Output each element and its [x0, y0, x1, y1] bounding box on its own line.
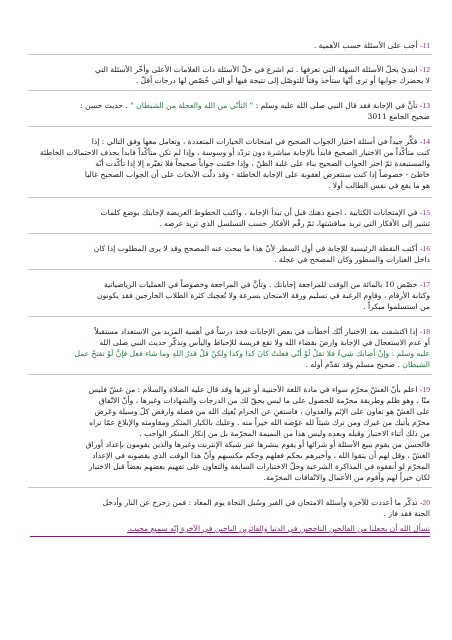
item-14-text-1: فكِّر جيداً في أسئلة اختيار الجواب الصحيح في امتحانات الخيارات المتعددة ، وتعامل معها وفق التالي : إذا — [91, 137, 418, 146]
item-13-line-2: صحيح الجامع 3011 — [367, 112, 430, 121]
item-19-line-2: منّا ، وهو ظلم وطريقة محرّمة للحصول على ما ليس يحقّ لك من الدرجات والشهادات وغيرها ، وأنّ الاتّفاق — [98, 396, 430, 405]
item-14-line-4: خاطئ - خصوصاً إذا كنت ستتعرض لعقوبة على الإجابة الخاطئة - وقد دلّت الأبحاث على أن الجواب الصحيح غالبا — [84, 170, 430, 179]
item-15-line-2: تشير إلى الأفكار التي تريد مناقشتها، ثمّ رقّم الأفكار حسب التسلسل الذي تريد عرضه . — [159, 219, 430, 228]
item-17-line-3: من استسلموا مبكراً . — [363, 302, 430, 311]
item-13-number: 13- — [419, 101, 430, 110]
item-12-text-1: ابتدئ بحلّ الأسئلة السهلة التي تعرفها . ثم اشرع في حلّ الأسئلة ذات العلامات الأعلى وأخّر الأسئلة التي — [94, 65, 418, 74]
closing-text: نسأل الله أن يجعلنا من الفالحين الناجحين في الدنيا والفائزين الناجين في الآخرة إنّه سميع مجيب. — [127, 524, 430, 533]
item-16-line-2: داخل العبارات والسطور وكان المصحح في عجلة . — [274, 255, 430, 264]
item-17 — [30, 279, 430, 312]
item-15-line-1 — [30, 207, 430, 218]
separator — [28, 197, 432, 198]
item-19-line-6: فالحسن من يقوم ببيع الأسئلة أو شرائها أو يقوم بنشرها عبر شبكة الإنترنت وغيرها والذين يقومون بإعداد أوراق — [85, 440, 430, 449]
item-11-line — [30, 40, 430, 51]
item-19-line-7: الغشّ ، وقل لهم أن يتقوا الله ، وأخبرهم بحكم فعلهم وحكم مكسبهم وأنّ هذا الوقت الذي يقضونه في الإعداد — [92, 451, 430, 460]
separator — [28, 233, 432, 234]
item-14-line-5: هو ما يقع في نفس الطالب أولا . — [327, 181, 430, 190]
item-19-number: 19- — [419, 385, 430, 394]
item-19-line-3: على الغشّ هو تعاون على الإثم والعدوان ، فاستغنِ عن الحرام يُغنِك الله من فضله وارفض كلّ وسيلة وعَرض — [94, 407, 430, 416]
separator — [28, 269, 432, 270]
item-18-line-1 — [30, 326, 430, 337]
item-17-line-2: وكتابة الأرقام ، وقاوم الرغبة في تسليم ورقة الامتحان بسرعة ولا تُعجبك كثرة الطلاب الخارجين فقد يكونون — [97, 291, 430, 300]
item-14 — [30, 136, 430, 191]
item-18-line-3 — [30, 348, 430, 359]
item-19-line-4: محرّم يأتيك من غيرك ومن ترك شيئاً لله عوّضه الله خيراً منه . وعليك بالكبار المنكر ومقاومته والإبلاغ عمّا تراه — [89, 418, 430, 427]
separator — [28, 126, 432, 127]
item-17-line-1 — [30, 279, 430, 290]
separator — [28, 374, 432, 375]
item-16 — [30, 243, 430, 265]
item-19-line-9: لكان خيراً لهم وأقوم من الأعمال والاتّفاقات المحرّمة. — [263, 473, 430, 482]
item-14-line-3: والمستبعدة ثمّ اختر الجواب الصحيح بناء على غلبة الظنّ ، وإذا خمّنت جواباً صحيحاً فلا تغيّره إلا إذا تأكّدت أنّه — [95, 159, 430, 168]
item-11 — [30, 40, 430, 51]
item-20 — [30, 497, 430, 519]
item-18-line-4 — [30, 359, 430, 370]
item-19-text-1: اعلم بأنّ الغشّ محرّم سواء في مادة اللغة الأجنبية أو غيرها وقد قال عليه الصلاة والسلام : من غشّ فليس — [88, 385, 418, 394]
item-15-text-1: في الإمتحانات الكتابية ، اجمع ذهنك قبل أن تبدأ الإجابة ، واكتب الخطوط العريضة لإجابتك بوضع كلمات — [100, 208, 418, 217]
item-18-text-1: إذا اكتشفت بعد الاختبار أنّك أخطأت في بعض الإجابات فخذ درساً في أهمية المزيد من الاستعداد مستقبلاً — [94, 327, 418, 336]
separator — [28, 316, 432, 317]
item-18-reference: . صحيح مسلم وقد تقدّم أوله . — [305, 360, 400, 369]
item-18-hadith-end: الشيطان — [402, 360, 430, 369]
separator — [28, 54, 432, 55]
item-13 — [30, 100, 430, 122]
item-13-grade: . حديث حسن : — [80, 101, 128, 110]
item-15 — [30, 207, 430, 229]
item-12 — [30, 64, 430, 86]
item-18-number: 18- — [419, 327, 430, 336]
item-14-number: 14- — [419, 137, 430, 146]
closing-prayer — [30, 523, 430, 534]
item-13-text: تأنَّ في الإجابة فقد قال النبي صلى الله عليه وسلم : — [255, 101, 418, 110]
item-17-text-1: خصّص 10 بالمائة من الوقت للمراجعة إجاباتك . وتأنَّ في المراجعة وخصوصاً في العمليات الرياضياتية — [103, 280, 418, 289]
item-20-line-2: الجنة فقد فاز . — [383, 509, 430, 518]
item-15-number: 15- — [419, 208, 430, 217]
item-11-number: 11- — [420, 41, 430, 50]
item-20-line-1 — [30, 497, 430, 508]
item-12-line-1 — [30, 64, 430, 75]
separator — [28, 487, 432, 488]
item-12-number: 12- — [419, 65, 430, 74]
item-16-line-1 — [30, 243, 430, 254]
closing-rule — [30, 536, 430, 537]
item-13-line-1 — [30, 100, 430, 111]
item-18-hadith: عليه وسلم : وإنْ أصابك شيءٌ فلا تقلْ لَوْ أنّي فعلتُ كانَ كذا وكذا ولكنْ قلْ قدرُ اللهِ وما شاء فعل فإنَّ لَوْ تفتحُ عمل — [74, 349, 430, 358]
item-14-line-1 — [30, 136, 430, 147]
item-19 — [30, 384, 430, 483]
item-19-line-1 — [30, 384, 430, 395]
item-12-line-2: لا يحضرك جوابها أو ترى أنّها ستأخذ وقتاً للتوصّل إلى نتيجة فيها أو التي خُصّص لها درجات أقلّ . — [135, 76, 430, 85]
separator — [28, 90, 432, 91]
item-20-number: 20- — [419, 498, 430, 507]
item-14-line-2: كنت متأكّداً من الاختيار الصحيح فابدأ بالإجابة مباشرة دون تردّد أو وسوسة ، وإذا لم تكن متأكّداً فابدأ بحذف الاحتمالات الخاطئة — [39, 148, 430, 157]
item-16-number: 16- — [419, 244, 430, 253]
item-19-line-8: المحرّم لو أنفقوه في المذاكرة الشرعية وحلّ الاختبارات السابقة والتعاون على تفهيم بعضهم بعضاً قبل الاختبار — [88, 462, 430, 471]
item-18-line-2: أو عدم الاستعجال في الإجابة وارضَ بقضاء الله ولا تقع فريسة للإحباط واليأس وتذكّر حديث النبي صلى الله — [99, 338, 430, 347]
item-16-text-1: أكتب النقطة الرئيسية للإجابة في أول السطر لأنّ هذا ما يبحث عنه المصحح وقد لا يرى المطلوب إذا كان — [93, 244, 418, 253]
item-19-line-5: من ذلك أثناء الاختبار وقبله وبعده وليس هذا من النميمة المحرّمة بل من إنكار المنكر الواجب . — [139, 429, 430, 438]
item-11-text: أجب على الأسئلة حسب الأهمية . — [313, 41, 418, 50]
item-13-hadith: " التأنّي من الله والعجلة من الشيطان " — [130, 101, 254, 110]
item-18 — [30, 326, 430, 370]
item-17-number: 17- — [419, 280, 430, 289]
item-20-text-1: تذكّر ما أعددت للآخرة وأسئلة الامتحان في القبر وسُبل النجاة يوم المعاد : فمن زحزح عن النار وأدخل — [102, 498, 418, 507]
